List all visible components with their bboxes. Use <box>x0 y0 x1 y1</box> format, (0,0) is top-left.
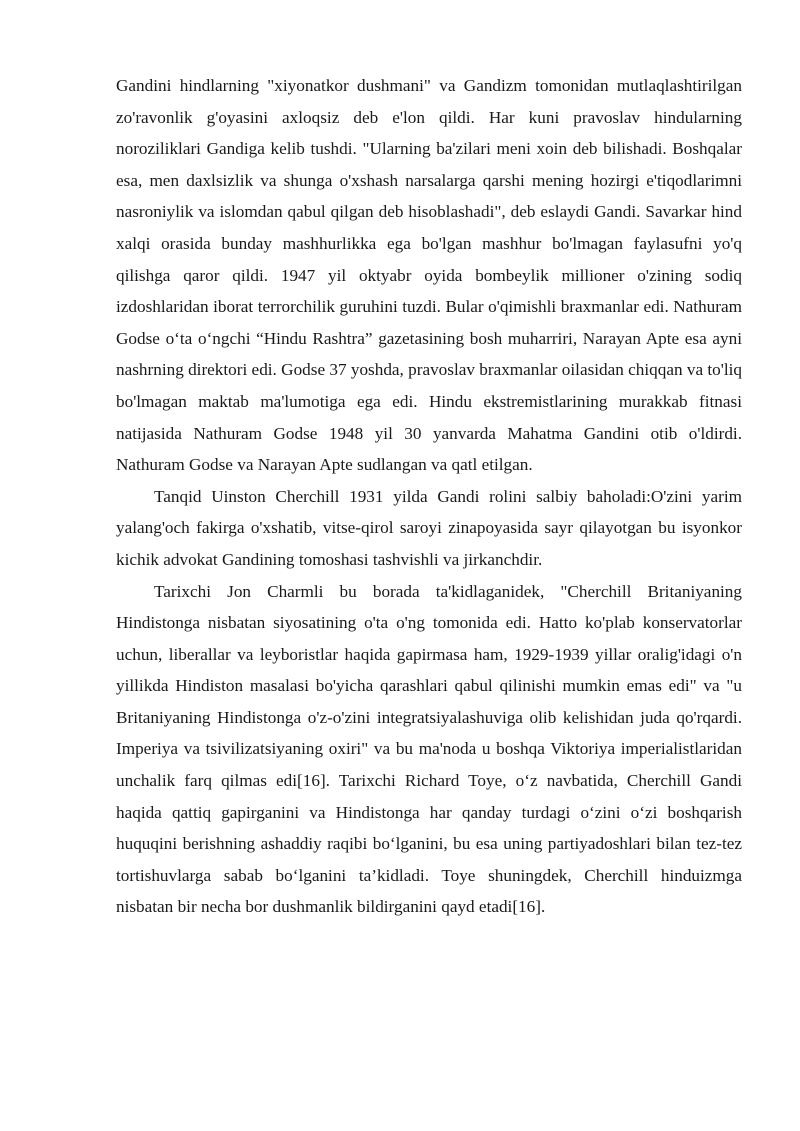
paragraph-churchill-critique: Tanqid Uinston Cherchill 1931 yilda Gandi rolini salbiy baholadi:O'zini yarim yalang'och fakirga o'xshatib, vitse-qirol saroyi zinapoyasida sayr qilayotgan bu isyonkor kichik advokat Gandining tomoshasi tashvishli va jirkanchdir. <box>116 486 742 569</box>
paragraph-historians-view: Tarixchi Jon Charmli bu borada ta'kidlaganidek, "Cherchill Britaniyaning Hindistonga nisbatan siyosatining o'ta o'ng tomonida edi. Hatto ko'plab konservatorlar uchun, liberallar va leyboristlar haqida gapirmasa ham, 1929-1939 yillar oralig'idagi o'n yillikda Hindiston masalasi bo'yicha qarashlari qabul qilinishi mumkin emas edi" va "u Britaniyaning Hindistonga o'z-o'zini integratsiyalashuviga olib kelishidan juda qo'rqardi. Imperiya va tsivilizatsiyaning oxiri" va bu ma'noda u boshqa Viktoriya imperialistlaridan unchalik farq qilmas edi[16]. Tarixchi Richard Toye, o‘z navbatida, Cherchill Gandi haqida qattiq gapirganini va Hindistonga har qanday turdagi o‘zini o‘zi boshqarish huquqini berishning ashaddiy raqibi bo‘lganini, bu esa uning partiyadoshlari bilan tez-tez tortishuvlarga sabab bo‘lganini ta’kidladi. Toye shuningdek, Cherchill hinduizmga nisbatan bir necha bor dushmanlik bildirganini qayd etadi[16]. <box>116 581 742 917</box>
document-page <box>116 70 742 923</box>
paragraph-gandi-assassination: Gandini hindlarning "xiyonatkor dushmani" va Gandizm tomonidan mutlaqlashtirilgan zo'ravonlik g'oyasini axloqsiz deb e'lon qildi. Har kuni pravoslav hindularning noroziliklari Gandiga kelib tushdi. "Ularning ba'zilari meni xoin deb bilishadi. Boshqalar esa, men daxlsizlik va shunga o'xshash narsalarga qarshi mening hozirgi e'tiqodlarimni nasroniylik va islomdan qabul qilgan deb hisoblashadi", deb eslaydi Gandi. Savarkar hind xalqi orasida bunday mashhurlikka ega bo'lgan mashhur bo'lmagan faylasufni yo'q qilishga qaror qildi. 1947 yil oktyabr oyida bombeylik millioner o'zining sodiq izdoshlaridan iborat terrorchilik guruhini tuzdi. Bular o'qimishli braxmanlar edi. Nathuram Godse o‘ta o‘ngchi “Hindu Rashtra” gazetasining bosh muharriri, Narayan Apte esa ayni nashrning direktori edi. Godse 37 yoshda, pravoslav braxmanlar oilasidan chiqqan va to'liq bo'lmagan maktab ma'lumotiga ega edi. Hindu ekstremistlarining murakkab fitnasi natijasida Nathuram Godse 1948 yil 30 yanvarda Mahatma Gandini otib o'ldirdi. Nathuram Godse va Narayan Apte sudlangan va qatl etilgan. <box>116 76 742 475</box>
